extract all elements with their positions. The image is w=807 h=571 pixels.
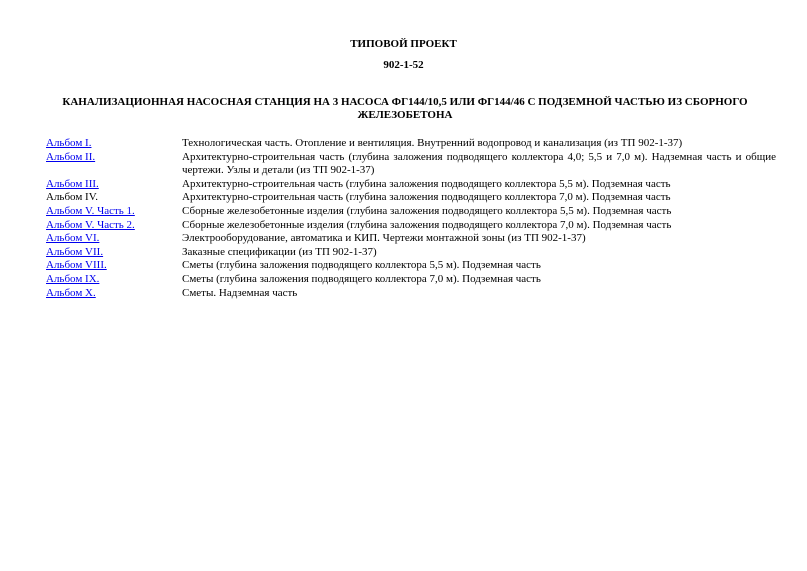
- album-description: Сметы (глубина заложения подводящего коллектора 7,0 м). Подземная часть: [182, 272, 541, 285]
- album-row: [46, 259, 776, 273]
- album-label-4: Альбом IV.: [46, 191, 98, 204]
- album-link-6[interactable]: Альбом VI.: [46, 232, 100, 245]
- album-description: Технологическая часть. Отопление и вентиляция. Внутренний водопровод и канализация (из ТП 902-1-37): [182, 137, 683, 149]
- album-row: [46, 137, 776, 151]
- album-description: Электрооборудование, автоматика и КИП. Чертежи монтажной зоны (из ТП 902-1-37): [182, 232, 586, 245]
- album-description: Сборные железобетонные изделия (глубина заложения подводящего коллектора 5,5 м). Подземная часть: [182, 204, 672, 217]
- album-link-1[interactable]: Альбом I.: [46, 137, 92, 149]
- album-row: [46, 246, 776, 260]
- album-link-7[interactable]: Альбом VII.: [46, 245, 104, 258]
- album-description: Заказные спецификации (из ТП 902-1-37): [182, 245, 377, 258]
- album-description: Архитектурно-строительная часть (глубина заложения подводящего коллектора 7,0 м). Подземная часть: [182, 191, 671, 204]
- album-link-8[interactable]: Альбом VIII.: [46, 259, 107, 272]
- album-link-9[interactable]: Альбом IX.: [46, 272, 100, 285]
- album-link-3[interactable]: Альбом III.: [46, 177, 99, 190]
- album-link-10[interactable]: Альбом X.: [46, 286, 96, 299]
- album-link-5-1[interactable]: Альбом V. Часть 1.: [46, 204, 135, 217]
- project-number: 902-1-52: [383, 59, 424, 71]
- album-link-5-2[interactable]: Альбом V. Часть 2.: [46, 218, 135, 231]
- album-description: Архитектурно-строительная часть (глубина заложения подводящего коллектора 5,5 м). Подземная часть: [182, 177, 671, 190]
- album-row: [46, 178, 776, 192]
- album-row: [46, 273, 776, 287]
- album-row: [46, 191, 776, 205]
- album-description: Сметы (глубина заложения подводящего коллектора 5,5 м). Подземная часть: [182, 259, 541, 272]
- doc-title: ТИПОВОЙ ПРОЕКТ: [350, 38, 457, 50]
- album-row: [46, 219, 776, 233]
- album-list: [46, 137, 776, 300]
- album-row: [46, 151, 776, 178]
- album-link-2[interactable]: Альбом II.: [46, 150, 96, 163]
- album-row: [46, 232, 776, 246]
- project-heading: КАНАЛИЗАЦИОННАЯ НАСОСНАЯ СТАНЦИЯ НА 3 НАСОСА ФГ144/10,5 ИЛИ ФГ144/46 С ПОДЗЕМНОЙ ЧАСТЬЮ ИЗ СБОРНОГО ЖЕЛЕЗОБЕТОНА: [62, 96, 748, 121]
- album-description: Архитектурно-строительная часть (глубина заложения подводящего коллектора 4,0; 5,5 и 7,0 м). Надземная часть и общие чертежи. Узлы и детали (из ТП 902-1-37): [182, 150, 776, 177]
- album-row: [46, 287, 776, 301]
- album-description: Сборные железобетонные изделия (глубина заложения подводящего коллектора 7,0 м). Подземная часть: [182, 218, 672, 231]
- album-description: Сметы. Надземная часть: [182, 286, 298, 299]
- album-row: [46, 205, 776, 219]
